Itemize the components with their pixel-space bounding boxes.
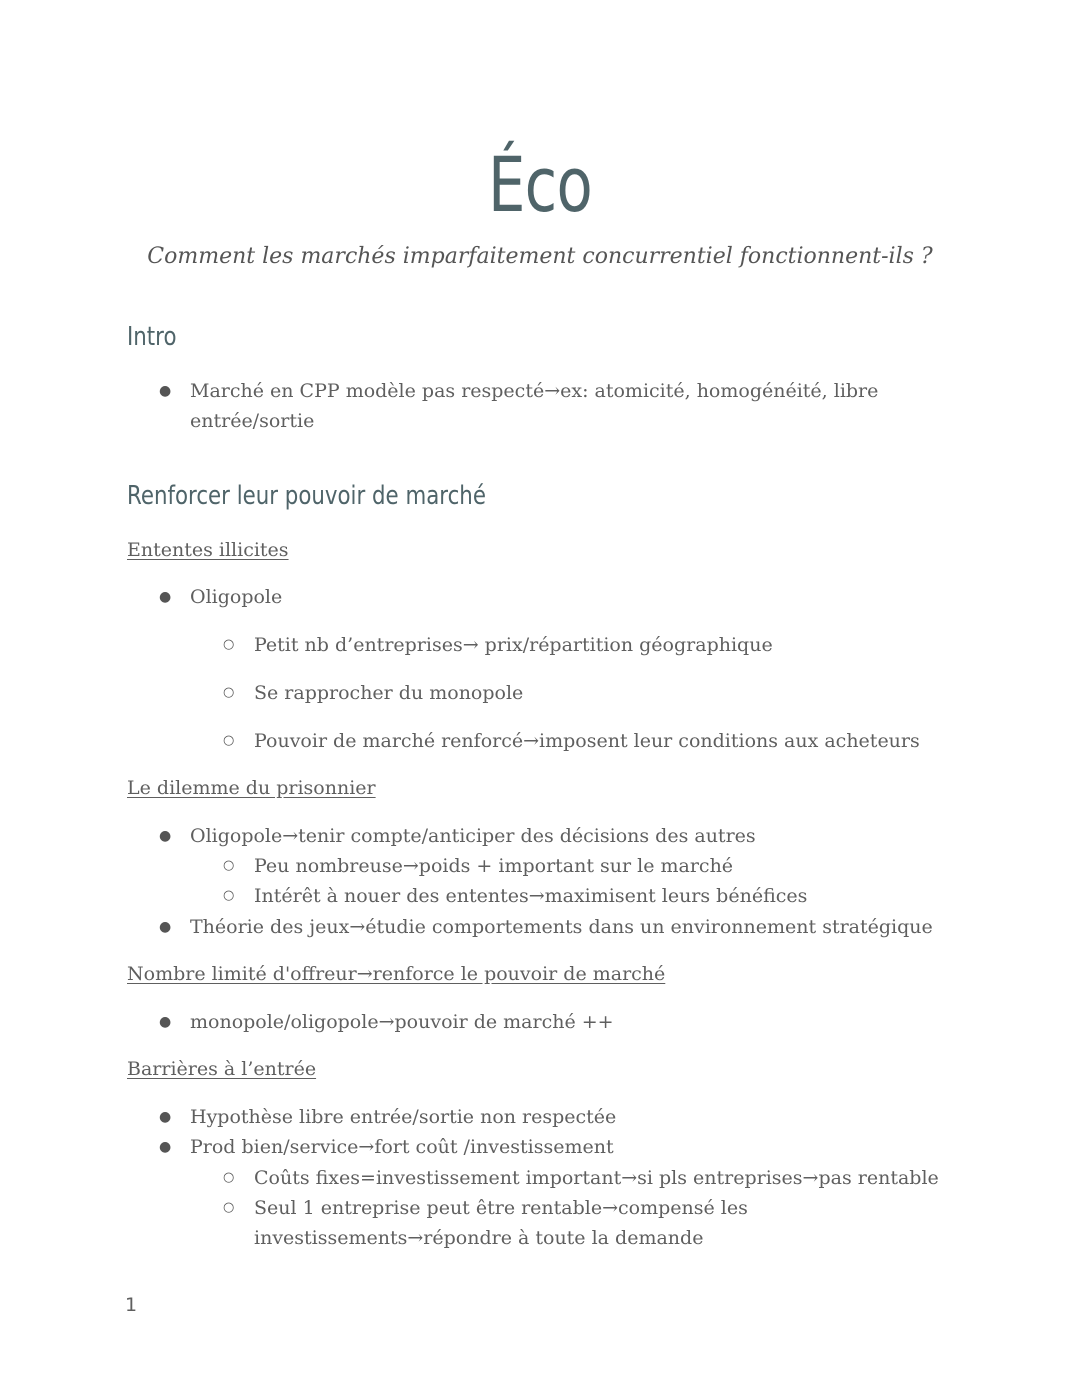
bullet-circle: ○ [223, 1170, 235, 1185]
bullet-circle: ○ [223, 888, 235, 903]
subheading-ententes: Ententes illicites [127, 539, 289, 561]
list-item: monopole/oligopole→pouvoir de marché ++ [190, 1011, 614, 1033]
list-subitem: Petit nb d’entreprises→ prix/répartition géographique [254, 634, 773, 656]
list-item: Oligopole [190, 586, 283, 608]
list-item: Hypothèse libre entrée/sortie non respectée [190, 1106, 617, 1128]
list-subitem: Se rapprocher du monopole [254, 682, 524, 704]
subheading-barrieres: Barrières à l’entrée [127, 1058, 317, 1080]
bullet-circle: ○ [223, 733, 235, 748]
bullet-dot: ● [159, 1109, 172, 1125]
page-number: 1 [125, 1294, 138, 1316]
bullet-dot: ● [159, 1014, 172, 1030]
bullet-circle: ○ [223, 637, 235, 652]
bullet-circle: ○ [223, 1200, 235, 1215]
list-item: Prod bien/service→fort coût /investissement [190, 1136, 614, 1158]
bullet-circle: ○ [223, 858, 235, 873]
bullet-circle: ○ [223, 685, 235, 700]
list-subitem: Pouvoir de marché renforcé→imposent leur conditions aux acheteurs [254, 730, 920, 752]
list-subitem: Peu nombreuse→poids + important sur le marché [254, 855, 734, 877]
page-title: Éco [488, 140, 592, 229]
bullet-dot: ● [159, 589, 172, 605]
list-item: Théorie des jeux→étudie comportements dans un environnement stratégique [190, 916, 933, 938]
bullet-dot: ● [159, 919, 172, 935]
heading-pouvoir: Renforcer leur pouvoir de marché [127, 481, 486, 511]
list-item: Marché en CPP modèle pas respecté→ex: atomicité, homogénéité, libre entrée/sortie [190, 380, 879, 432]
list-subitem: Intérêt à nouer des ententes→maximisent leurs bénéfices [254, 885, 808, 907]
bullet-dot: ● [159, 1139, 172, 1155]
bullet-dot: ● [159, 383, 172, 399]
bullet-dot: ● [159, 828, 172, 844]
page-subtitle: Comment les marchés imparfaitement concurrentiel fonctionnent-ils ? [147, 244, 933, 269]
list-subitem: Coûts fixes=investissement important→si pls entreprises→pas rentable [254, 1167, 939, 1189]
list-subitem: Seul 1 entreprise peut être rentable→compensé les investissements→répondre à toute la demande [254, 1197, 748, 1249]
subheading-nombre: Nombre limité d'offreur→renforce le pouvoir de marché [127, 963, 666, 985]
list-item: Oligopole→tenir compte/anticiper des décisions des autres [190, 825, 756, 847]
heading-intro: Intro [127, 322, 177, 352]
subheading-dilemme: Le dilemme du prisonnier [127, 777, 376, 799]
